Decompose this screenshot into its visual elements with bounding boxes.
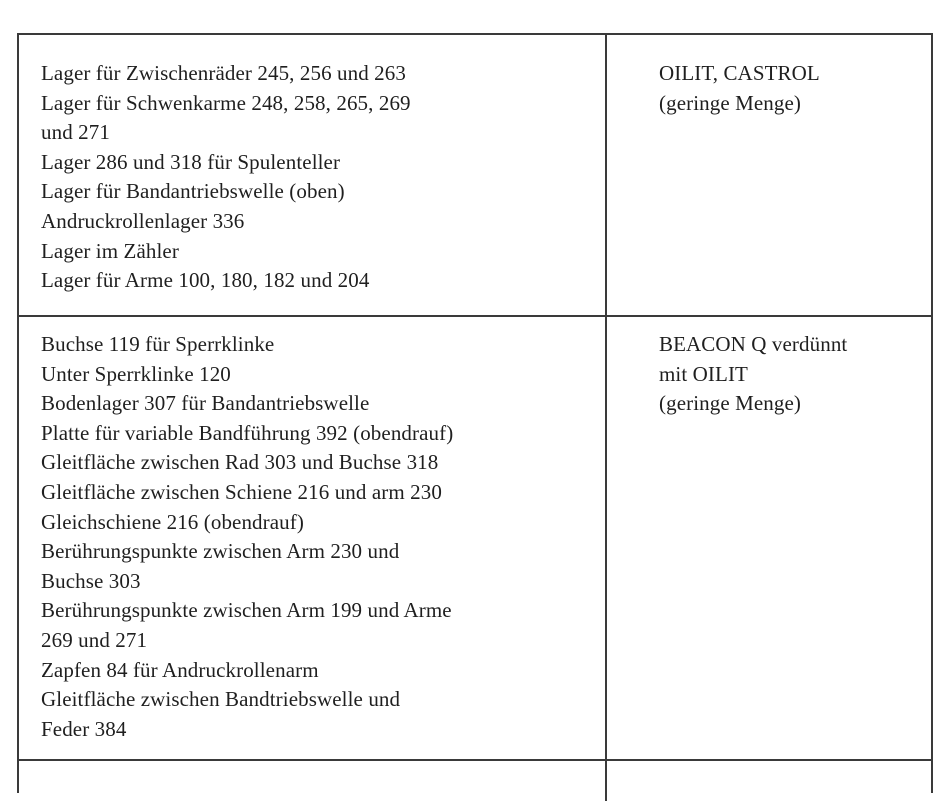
- table-row: [19, 35, 931, 317]
- part-line: Berührungspunkte zwischen Arm 230 und: [41, 539, 400, 564]
- column-divider: [605, 761, 607, 801]
- table-row: [19, 317, 931, 761]
- part-line: Gleitfläche zwischen Rad 303 und Buchse 318: [41, 450, 439, 475]
- part-line: Buchse 303: [41, 568, 141, 593]
- part-line: Lager für Arme 100, 180, 182 und 204: [41, 268, 370, 293]
- part-line: Platte für variable Bandführung 392 (obendrauf): [41, 420, 454, 445]
- part-line: Lager im Zähler: [41, 238, 179, 263]
- part-line: Gleitfläche zwischen Schiene 216 und arm 230: [41, 479, 442, 504]
- part-line: Feder 384: [41, 716, 127, 741]
- column-divider: [605, 317, 607, 759]
- lubricant-line: BEACON Q verdünnt: [659, 332, 848, 356]
- part-line: Lager 286 und 318 für Spulenteller: [41, 149, 341, 174]
- part-line: Lager für Schwenkarme 248, 258, 265, 269: [41, 90, 411, 115]
- part-line: Gleichschiene 216 (obendrauf): [41, 509, 304, 534]
- part-line: Bodenlager 307 für Bandantriebswelle: [41, 391, 370, 416]
- part-line: 269 und 271: [41, 627, 148, 652]
- part-line: und 271: [41, 120, 110, 145]
- parts-cell: [41, 59, 597, 296]
- part-line: Berührungspunkte zwischen Arm 199 und Arme: [41, 598, 452, 623]
- part-line: Andruckrollenlager 336: [41, 208, 245, 233]
- parts-cell: [41, 330, 597, 744]
- lubricant-line: (geringe Menge): [659, 391, 802, 416]
- lubrication-table: [17, 33, 933, 793]
- table-row: [19, 761, 931, 801]
- part-line: Lager für Zwischenräder 245, 256 und 263: [41, 61, 406, 85]
- column-divider: [605, 35, 607, 315]
- part-line: Buchse 119 für Sperrklinke: [41, 332, 275, 356]
- part-line: Gleitfläche zwischen Bandtriebswelle und: [41, 687, 401, 712]
- lubricant-cell: [659, 59, 919, 118]
- part-line: Zapfen 84 für Andruckrollenarm: [41, 657, 319, 682]
- lubricant-cell: [659, 330, 919, 419]
- part-line: Unter Sperrklinke 120: [41, 361, 231, 386]
- lubricant-line: (geringe Menge): [659, 90, 802, 115]
- lubricant-line: mit OILIT: [659, 361, 748, 386]
- lubricant-line: OILIT, CASTROL: [659, 61, 820, 85]
- part-line: Lager für Bandantriebswelle (oben): [41, 179, 345, 204]
